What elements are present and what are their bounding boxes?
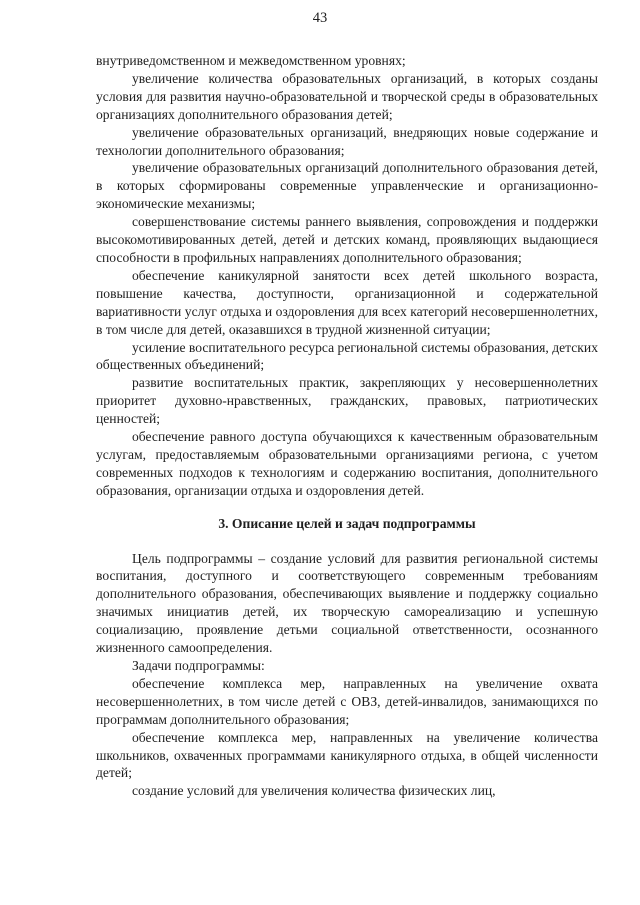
list-item: обеспечение равного доступа обучающихся к качественным образовательным услугам, предоставляемым образовательными организациями региона, с учетом современных подходов к технологиям и содержанию воспитания, дополнительного образования, организации отдыха и оздоровления детей. — [96, 429, 598, 498]
list-item: увеличение образовательных организаций, внедряющих новые содержание и технологии дополнительного образования; — [96, 124, 598, 158]
tasks-heading: Задачи подпрограммы: — [132, 658, 265, 673]
section-title: 3. Описание целей и задач подпрограммы — [218, 515, 476, 531]
list-item: увеличение образовательных организаций дополнительного образования детей, в которых сформированы современные управленческие и организационно-экономические механизмы; — [96, 160, 598, 212]
goal-paragraph: Цель подпрограммы – создание условий для развития региональной системы воспитания, доступного и соответствующего современным требованиям дополнительного образования, обеспечивающих выявление и поддержку социально значимых инициатив детей, их творческую самореализацию и успешную социализацию, проявление детьми социальной ответственности, осознанного жизненного самоопределения. — [96, 550, 598, 656]
page-number: 43 — [312, 10, 328, 26]
page-body — [96, 52, 598, 800]
spacer — [96, 533, 598, 550]
list-item: усиление воспитательного ресурса региональной системы образования, детских общественных объединений; — [96, 339, 598, 373]
paragraph-continuation: внутриведомственном и межведомственном уровнях; — [96, 53, 406, 68]
list-item: обеспечение каникулярной занятости всех детей школьного возраста, повышение качества, доступности, организационной и содержательной вариативности услуг отдыха и оздоровления для всех категорий несовершеннолетних, в том числе для детей, оказавшихся в трудной жизненной ситуации; — [96, 267, 598, 337]
list-item: увеличение количества образовательных организаций, в которых созданы условия для развития научно-образовательной и творческой среды в образовательных организациях дополнительного образования детей; — [96, 70, 598, 122]
list-item: развитие воспитательных практик, закрепляющих у несовершеннолетних приоритет духовно-нравственных, гражданских, правовых, патриотических ценностей; — [96, 375, 598, 427]
spacer — [96, 500, 598, 515]
list-item: совершенствование системы раннего выявления, сопровождения и поддержки высокомотивированных детей, детей и детских команд, проявляющих выдающиеся способности в профильных направлениях дополнительного образования; — [96, 214, 598, 265]
task-item: создание условий для увеличения количества физических лиц, — [132, 783, 496, 799]
task-item: обеспечение комплекса мер, направленных на увеличение охвата несовершеннолетних, в том числе детей с ОВЗ, детей-инвалидов, занимающихся по программам дополнительного образования; — [96, 675, 598, 727]
task-item: обеспечение комплекса мер, направленных на увеличение количества школьников, охваченных программами каникулярного отдыха, в общей численности детей; — [96, 729, 598, 781]
